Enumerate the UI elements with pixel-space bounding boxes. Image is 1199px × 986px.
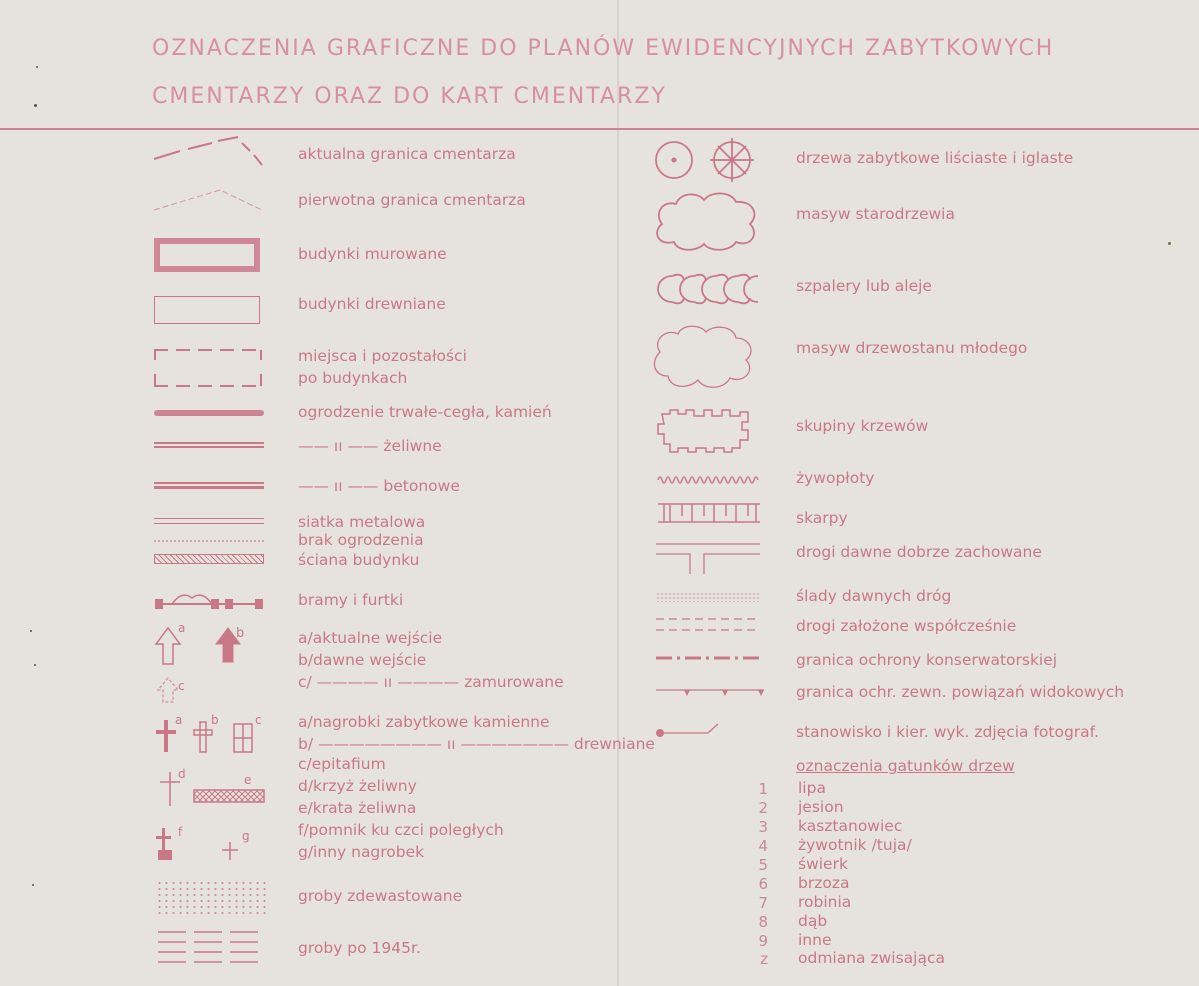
label-entrance-c: c/ ———— ıı ———— zamurowane (298, 673, 564, 691)
label-concrete-fence: —— ıı —— betonowe (298, 477, 460, 495)
label-entrance-b: b/dawne wejście (298, 651, 427, 669)
species-number: 8 (758, 913, 768, 931)
label-tomb-g: g/inny nagrobek (298, 843, 425, 861)
label-remains-1: miejsca i pozostałości (298, 347, 467, 365)
species-name: robinia (798, 893, 852, 911)
letter-a-2: a (175, 713, 183, 727)
cast-iron-fence-symbol (154, 442, 264, 448)
fold-line (617, 0, 619, 986)
speck (36, 66, 38, 68)
label-photo-position: stanowisko i kier. wyk. zdjęcia fotograf. (796, 723, 1099, 741)
entrance-arrows-symbol (152, 624, 272, 668)
species-name: żywotnik /tuja/ (798, 836, 912, 854)
label-historic-trees: drzewa zabytkowe liściaste i iglaste (796, 149, 1074, 167)
concrete-fence-symbol (154, 482, 264, 489)
species-name: brzoza (798, 874, 850, 892)
scenic-boundary-symbol (654, 682, 766, 700)
label-conservation-boundary: granica ochrony konserwatorskiej (796, 651, 1058, 669)
letter-c: c (178, 679, 185, 693)
tree-rows-symbol (654, 272, 764, 306)
speck (34, 664, 36, 666)
iron-cross-grate-symbol (152, 770, 272, 810)
label-scenic-boundary: granica ochr. zewn. powiązań widokowych (796, 683, 1125, 701)
permanent-fence-symbol (154, 410, 264, 416)
original-boundary-symbol (150, 186, 270, 216)
label-road-traces: ślady dawnych dróg (796, 587, 952, 605)
species-name: lipa (798, 779, 826, 797)
header-rule (0, 128, 1199, 130)
species-number: 5 (758, 856, 768, 874)
gates-symbol (154, 586, 266, 610)
letter-b: b (236, 626, 245, 641)
historic-trees-symbol (652, 136, 764, 184)
conservation-boundary-symbol (654, 652, 764, 664)
monument-symbol (152, 826, 272, 866)
species-heading: oznaczenia gatunków drzew (796, 757, 1015, 775)
label-permanent-fence: ogrodzenie trwałe-cegła, kamień (298, 403, 552, 421)
label-tree-rows: szpalery lub aleje (796, 277, 932, 295)
label-tomb-d: d/krzyż żeliwny (298, 777, 417, 795)
hedges-symbol (656, 474, 760, 486)
species-number: 4 (758, 837, 768, 855)
speck (1168, 242, 1171, 245)
no-fence-symbol (154, 540, 264, 542)
label-tomb-a: a/nagrobki zabytkowe kamienne (298, 713, 550, 731)
label-modern-roads: drogi założone współcześnie (796, 617, 1017, 635)
escarpments-symbol (656, 500, 762, 526)
species-name: jesion (798, 798, 844, 816)
species-number: 7 (758, 894, 768, 912)
label-original-boundary: pierwotna granica cmentarza (298, 191, 526, 209)
species-number: 6 (758, 875, 768, 893)
label-tomb-e: e/krata żeliwna (298, 799, 417, 817)
species-number: 9 (758, 932, 768, 950)
letter-d: d (178, 767, 186, 781)
letter-c-2: c (255, 713, 262, 727)
brick-building-symbol (154, 238, 260, 272)
label-current-boundary: aktualna granica cmentarza (298, 145, 516, 163)
label-tomb-f: f/pomnik ku czci poległych (298, 821, 504, 839)
letter-b-2: b (211, 713, 219, 727)
label-no-fence: brak ogrodzenia (298, 531, 424, 549)
post-1945-graves-symbol (154, 928, 266, 968)
letter-g: g (242, 829, 250, 843)
title-line-1: OZNACZENIA GRAFICZNE DO PLANÓW EWIDENCYJNYCH ZABYTKOWYCH (152, 36, 1055, 61)
label-wooden-buildings: budynki drewniane (298, 295, 446, 313)
species-name: inne (798, 931, 832, 949)
species-number: 2 (758, 799, 768, 817)
letter-e: e (244, 773, 252, 787)
label-young-stand: masyw drzewostanu młodego (796, 339, 1028, 357)
speck (34, 104, 37, 107)
species-number: 1 (758, 780, 768, 798)
species-number: z (760, 950, 768, 968)
wooden-building-symbol (154, 296, 260, 324)
label-tomb-c: c/epitafium (298, 755, 386, 773)
letter-f: f (178, 825, 183, 839)
photo-position-symbol (652, 720, 724, 740)
shrub-groups-symbol (656, 408, 756, 456)
devastated-graves-symbol (156, 880, 266, 914)
label-cast-iron-fence: —— ıı —— żeliwne (298, 437, 442, 455)
label-old-growth: masyw starodrzewia (796, 205, 955, 223)
label-metal-mesh: siatka metalowa (298, 513, 426, 531)
metal-mesh-symbol (154, 518, 264, 524)
old-growth-mass-symbol (652, 190, 762, 254)
species-number: 3 (758, 818, 768, 836)
label-tomb-b: b/ ———————— ıı ——————— drewniane (298, 735, 655, 753)
label-post-1945-graves: groby po 1945r. (298, 939, 421, 957)
label-hedges: żywopłoty (796, 469, 875, 487)
label-gates: bramy i furtki (298, 591, 404, 609)
species-name: dąb (798, 912, 828, 930)
label-escarpments: skarpy (796, 509, 848, 527)
current-boundary-symbol (150, 135, 270, 175)
label-brick-buildings: budynki murowane (298, 245, 447, 263)
letter-a: a (178, 621, 186, 635)
species-name: odmiana zwisająca (798, 949, 945, 967)
speck (30, 630, 32, 632)
label-shrubs: skupiny krzewów (796, 417, 929, 435)
label-remains-2: po budynkach (298, 369, 408, 387)
speck (32, 884, 34, 886)
building-remains-symbol (154, 346, 264, 390)
building-wall-symbol (154, 554, 264, 564)
species-name: kasztanowiec (798, 817, 903, 835)
label-devastated-graves: groby zdewastowane (298, 887, 463, 905)
old-roads-symbol (654, 540, 762, 576)
young-stand-mass-symbol (652, 322, 756, 394)
road-traces-symbol (656, 592, 760, 602)
species-name: świerk (798, 855, 848, 873)
title-line-2: CMENTARZY ORAZ DO KART CMENTARZY (152, 84, 667, 109)
label-entrance-a: a/aktualne wejście (298, 629, 443, 647)
modern-roads-symbol (656, 616, 760, 634)
label-building-wall: ściana budynku (298, 551, 420, 569)
label-old-roads: drogi dawne dobrze zachowane (796, 543, 1042, 561)
